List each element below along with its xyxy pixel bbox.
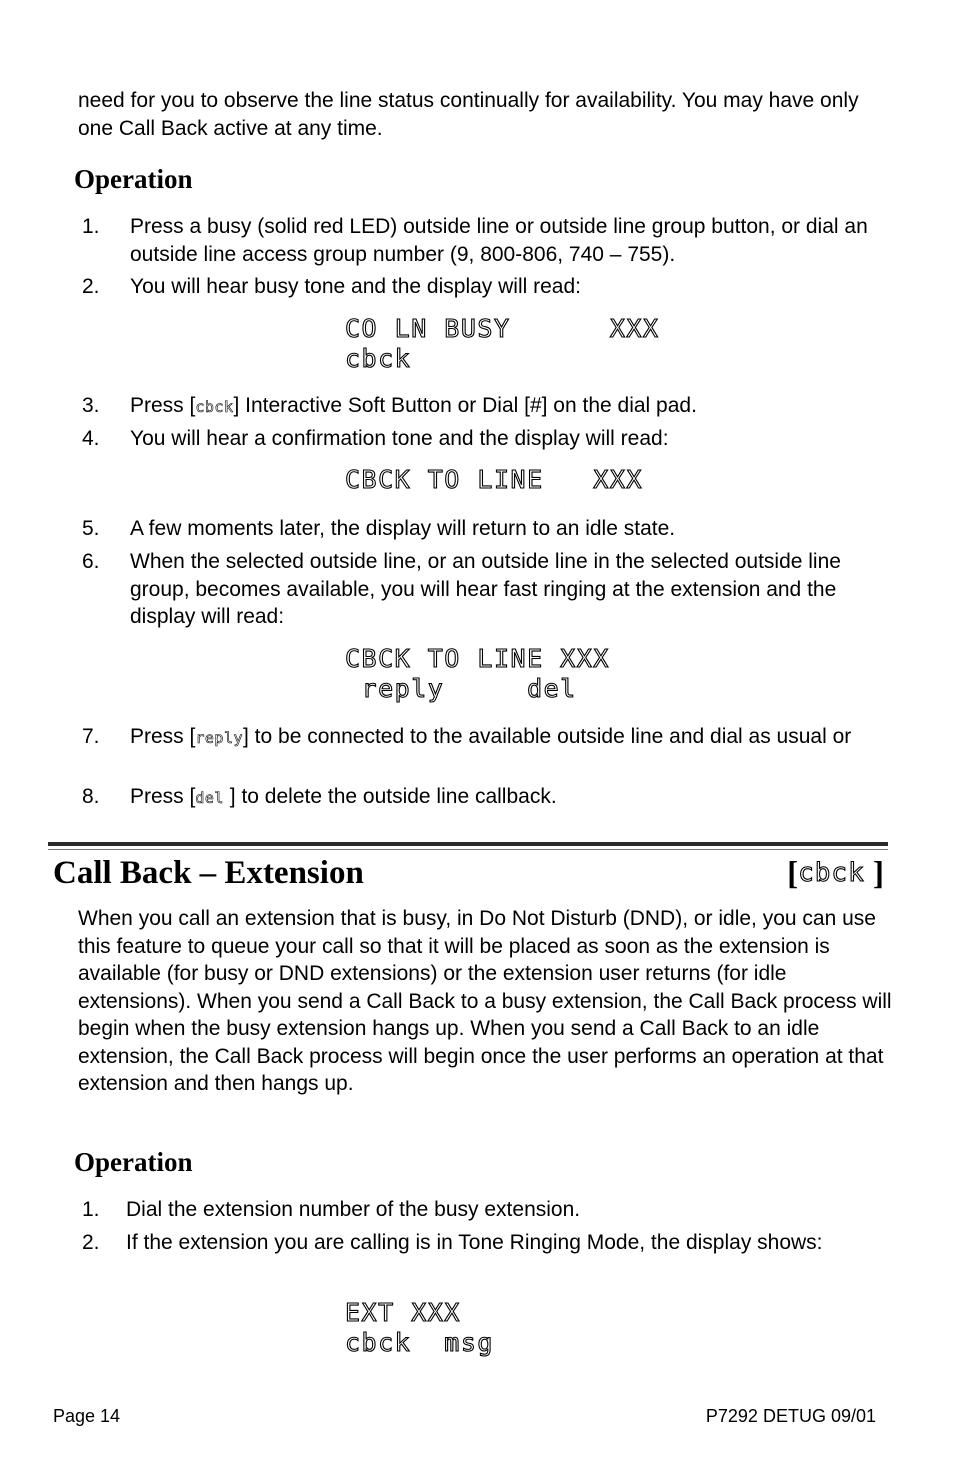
step-number: 3. [82,394,100,417]
operation-heading: Operation [74,164,193,194]
step-text-post: ] to delete the outside line callback. [223,785,557,808]
step-text: Dial the extension number of the busy extension. [126,1198,581,1221]
lcd-display-busy: CO LN BUSY XXX cbck [345,314,660,373]
lcd-display-ringing: CBCK TO LINE XXX reply del [345,644,610,703]
step-text-post: ] Interactive Soft Button or Dial [#] on the dial pad. [233,394,697,417]
section-divider [48,842,888,846]
step-text-pre: Press [ [130,725,196,748]
step-number: 6. [82,550,100,573]
step-number: 1. [82,1198,100,1221]
tag-bracket-open: [ [787,856,799,892]
step-text: You will hear busy tone and the display will read: [130,275,581,298]
step-number: 5. [82,517,100,540]
cbck-softkey-label: cbck [195,398,234,416]
step-number: 8. [82,785,100,808]
intro-paragraph: need for you to observe the line status continually for availability. You may have only one Call Back active at any time. [78,89,859,140]
step-number: 1. [82,215,100,238]
step-text: When the selected outside line, or an outside line in the selected outside line group, becomes available, you will hear fast ringing at the extension and the display will read: [130,550,841,628]
step-text [130,392,882,422]
step-number: 7. [82,725,100,748]
step-number: 4. [82,427,100,450]
document-id: P7292 DETUG 09/01 [705,1406,876,1426]
lcd-display-confirm: CBCK TO LINE XXX [345,465,643,494]
step-text: You will hear a confirmation tone and the display will read: [130,427,669,450]
tag-bracket-close: ] [864,856,884,892]
step-number: 2. [82,1231,100,1254]
section-description: When you call an extension that is busy, in Do Not Disturb (DND), or idle, you can use this feature to queue your call so that it will be placed as soon as the extension is available (for busy or DND extensions) or the extension user returns (for idle extensions). When you send a Call Back to a busy extension, the Call Back process will begin when the busy extension hangs up. When you send a Call Back to an idle extension, the Call Back process will begin once the user performs an operation at that extension and then hangs up. [78,907,892,1095]
step-number: 2. [82,275,100,298]
step-text-pre: Press [ [130,785,196,808]
operation-heading: Operation [74,1147,193,1177]
step-text: A few moments later, the display will return to an idle state. [130,517,676,540]
reply-softkey-label: reply [195,729,244,747]
lcd-display-ext: EXT XXX cbck msg [345,1298,494,1357]
cbck-tag-label: cbck [798,858,865,888]
step-text [130,783,882,813]
section-softkey-tag [787,853,884,894]
step-text: If the extension you are calling is in Tone Ringing Mode, the display shows: [126,1231,823,1254]
step-text: Press a busy (solid red LED) outside line or outside line group button, or dial an outside line access group number (9, 800-806, 740 – 755). [130,215,868,266]
step-text-post: ] to be connected to the available outside line and dial as usual or [243,725,852,748]
step-text [130,723,882,753]
page-number: Page 14 [53,1406,121,1426]
step-text-pre: Press [ [130,394,196,417]
section-divider-thin [48,849,888,850]
del-softkey-label: del [195,789,224,807]
section-title: Call Back – Extension [53,855,364,891]
